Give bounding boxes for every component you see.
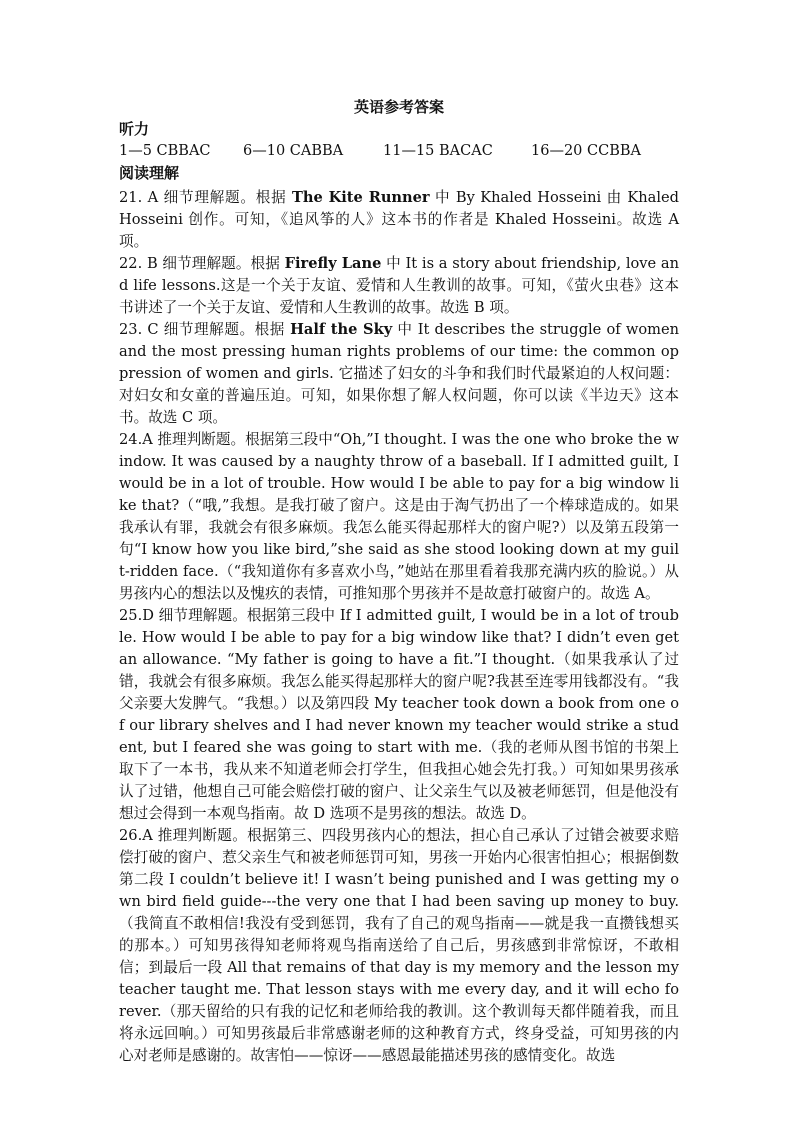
book-title: The Kite Runner: [291, 189, 430, 206]
listening-answer-row: [119, 140, 679, 162]
listening-group-2: 6—10 CABBA: [243, 143, 344, 159]
answer-26: 26.A 推理判断题。根据第三、四段男孩内心的想法，担心自己承认了过错会被要求赔偿打破的窗户、惹父亲生气和被老师惩罚可知，男孩一开始内心很害怕担心；根据倒数第二段 I couldn’t believe it! I wasn’t being punished and I was getting my own bird field guide---the very one that I had been saving up money to buy.（我简直不敢相信!我没有受到惩罚，我有了自己的观鸟指南——就是我一直攒钱想买的那本。）可知男孩得知老师将观鸟指南送给了自己后，男孩感到非常惊讶，不敢相信；到最后一段 All that remains of that day is my memory and the lesson my teacher taught me. That lesson stays with me every day, and it will echo forever.（那天留给的只有我的记忆和老师给我的教训。这个教训每天都伴随着我，而且将永远回响。）可知男孩最后非常感谢老师的这种教育方式，终身受益，可知男孩的内心对老师是感谢的。故害怕——惊讶——感恩最能描述男孩的感情变化。故选: [119, 827, 679, 1064]
answer-25: 25.D 细节理解题。根据第三段中 If I admitted guilt, I would be in a lot of trouble. How would I be able to pay for a big window like that? I didn’t even get an allowance. “My father is going to have a fit.”I thought.（如果我承认了过错，我就会有很多麻烦。我怎么能买得起那样大的窗户呢?我甚至连零用钱都没有。“我父亲要大发脾气。“我想。）以及第四段 My teacher took down a book from one of our library shelves and I had never known my teacher would strike a student, but I feared she was going to start with me.（我的老师从图书馆的书架上取下了一本书，我从来不知道老师会打学生，但我担心她会先打我。）可知如果男孩承认了过错，他想自己可能会赔偿打破的窗户、让父亲生气以及被老师惩罚，但是他没有想过会得到一本观鸟指南。故 D 选项不是男孩的想法。故选 D。: [119, 607, 679, 822]
page-title: 英语参考答案: [353, 98, 444, 116]
reading-heading: 阅读理解: [119, 164, 180, 182]
answer-22: 22. B 细节理解题。根据 Firefly Lane 中 It is a story about friendship, love and life lessons.这是一个关于友谊、爱情和人生教训的故事。可知，《萤火虫巷》这本书讲述了一个关于友谊、爱情和人生教训的故事。故选 B 项。: [119, 255, 679, 316]
answer-key-page: [119, 96, 679, 1067]
listening-heading: 听力: [119, 120, 150, 138]
listening-group-1: 1—5 CBBAC: [119, 143, 211, 159]
listening-group-3: 11—15 BACAC: [383, 143, 493, 159]
answer-23: 23. C 细节理解题。根据 Half the Sky 中 It describes the struggle of women and the most pressing human rights problems of our time: the common oppression of women and girls. 它描述了妇女的斗争和我们时代最紧迫的人权问题：对妇女和女童的普遍压迫。可知，如果你想了解人权问题，你可以读《半边天》这本书。故选 C 项。: [119, 321, 680, 426]
listening-group-4: 16—20 CCBBA: [531, 143, 641, 159]
answer-24: 24.A 推理判断题。根据第三段中“Oh,”I thought. I was the one who broke the window. It was caused by a naughty throw of a baseball. If I admitted guilt, I would be in a lot of trouble. How would I be able to pay for a big window like that?（“哦,”我想。是我打破了窗户。这是由于淘气扔出了一个棒球造成的。如果我承认有罪，我就会有很多麻烦。我怎么能买得起那样大的窗户呢?）以及第五段第一句“I know how you like bird,”she said as she stood looking down at my guilt-ridden face.（“我知道你有多喜欢小鸟，”她站在那里看着我那充满内疚的脸说。）从男孩内心的想法以及愧疚的表情，可推知那个男孩并不是故意打破窗户的。故选 A。: [119, 431, 679, 602]
book-title: Half the Sky: [290, 321, 393, 338]
book-title: Firefly Lane: [284, 255, 382, 272]
answer-21: 21. A 细节理解题。根据 The Kite Runner 中 By Khaled Hosseini 由 Khaled Hosseini 创作。可知，《追风筝的人》这本书的作者是 Khaled Hosseini。故选 A 项。: [119, 189, 680, 250]
